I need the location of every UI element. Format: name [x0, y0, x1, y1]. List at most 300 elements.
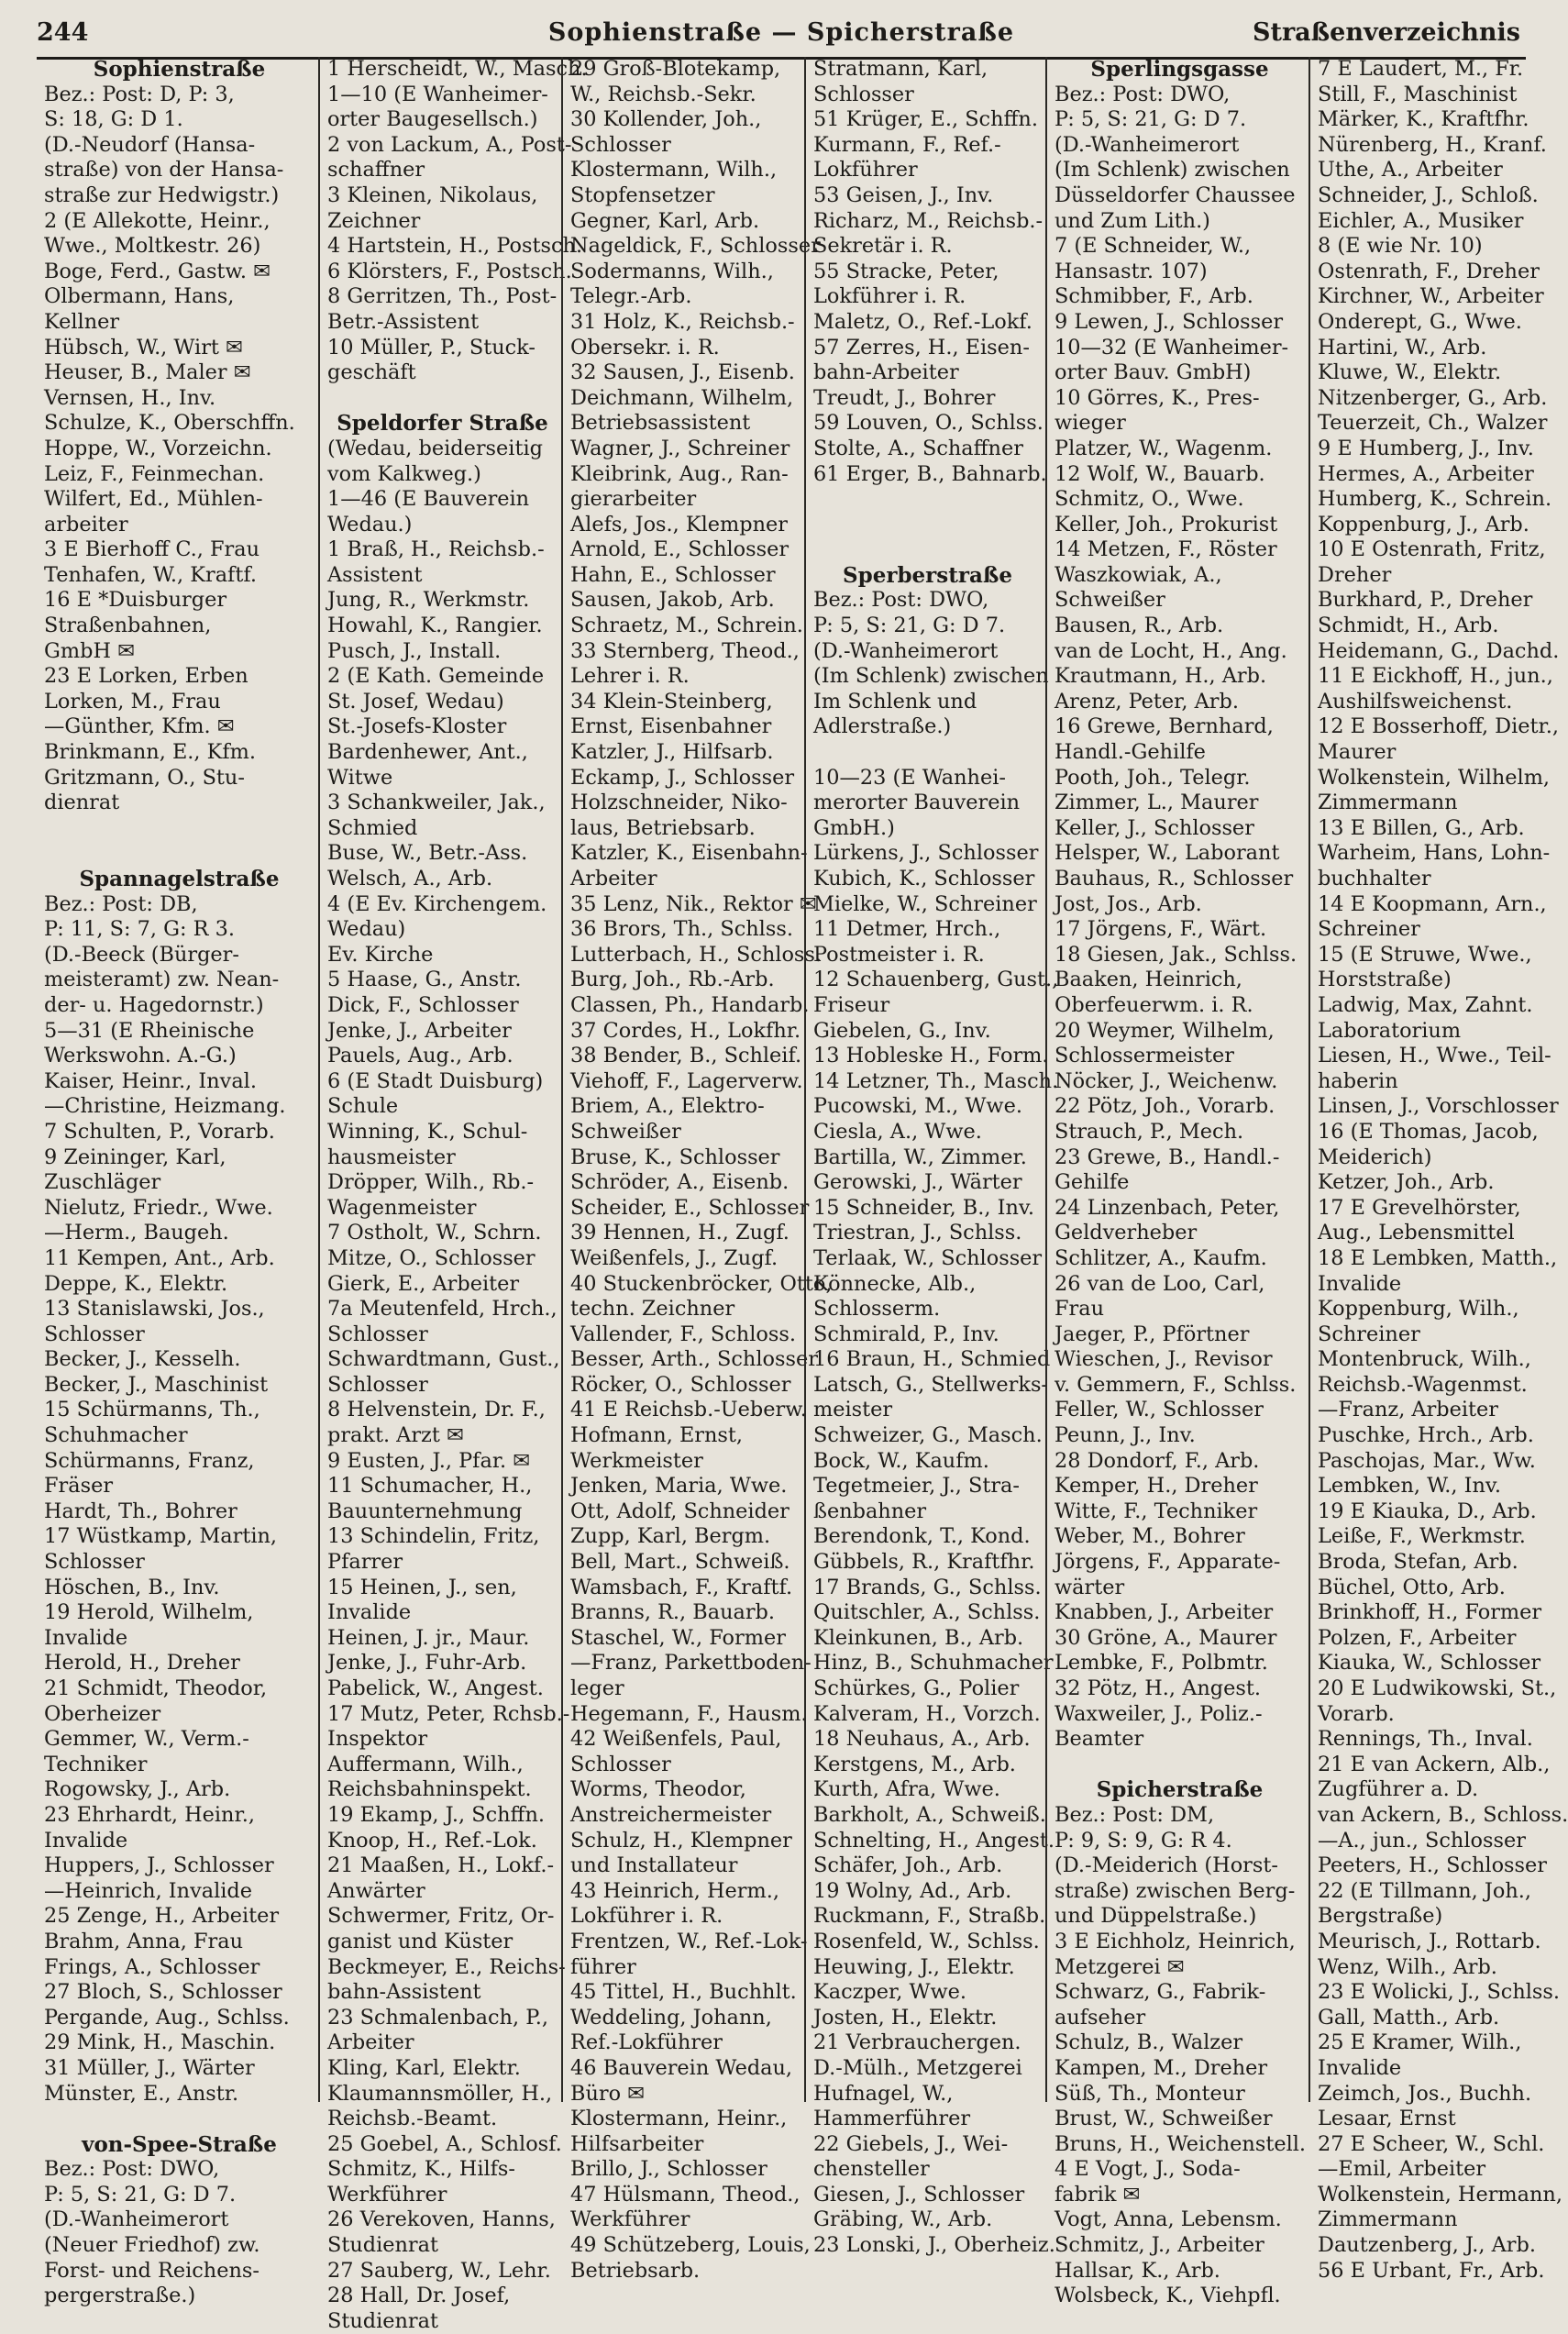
entry-line: Jenke, J., Arbeiter [327, 1018, 512, 1043]
entry-line: 2 (E Allekotte, Heinr., [44, 208, 271, 233]
entry-line: 57 Zerres, H., Eisen- [813, 335, 1030, 360]
entry-line: Meurisch, J., Rottarb. [1318, 1929, 1541, 1953]
entry-line: 13 E Billen, G., Arb. [1318, 815, 1525, 840]
entry-line: 3 E Eichholz, Heinrich, [1055, 1929, 1296, 1953]
entry-line: 22 Giebels, J., Wei- [813, 2131, 1009, 2156]
entry-line: Welsch, A., Arb. [327, 867, 493, 890]
entry-line: Ketzer, Joh., Arb. [1318, 1170, 1495, 1195]
entry-line: Dreher [1318, 562, 1392, 587]
entry-line: Hallsar, K., Arb. [1055, 2258, 1220, 2283]
entry-line: Maurer [1318, 740, 1397, 765]
entry-line: Höschen, B., Inv. [44, 1575, 220, 1599]
entry-line: Aug., Lebensmittel [1318, 1221, 1515, 1245]
entry-line: Ernst, Eisenbahner [570, 714, 772, 739]
page-title: Sophienstraße — Spicherstraße [547, 18, 1015, 47]
entry-line: Nageldick, F., Schlosser [570, 234, 821, 259]
entry-line: Handl.-Gehilfe [1055, 740, 1206, 765]
entry-line: Büchel, Otto, Arb. [1318, 1575, 1506, 1599]
entry-line: Dautzenberg, J., Arb. [1318, 2233, 1536, 2258]
entry-line: Tenhafen, W., Kraftf. [44, 562, 257, 587]
entry-line: 35 Lenz, Nik., Rektor ✉ [570, 891, 817, 916]
entry-line: Lürkens, J., Schlosser [813, 841, 1039, 866]
entry-line: (D.-Neudorf (Hansa- [44, 132, 256, 157]
entry-line: Pfarrer [327, 1550, 403, 1575]
entry-line: Bez.: Post: DM, [1055, 1802, 1215, 1827]
entry-line: Weißenfels, J., Zugf. [570, 1245, 778, 1270]
entry-line: Gegner, Karl, Arb. [570, 208, 760, 233]
entry-line: Bez.: Post: DB, [44, 891, 198, 916]
entry-line: der- u. Hagedornstr.) [44, 992, 264, 1017]
entry-line: 23 Schmalenbach, P., [327, 2005, 548, 2030]
entry-line: Berendonk, T., Kond. [813, 1524, 1031, 1549]
entry-line: Boge, Ferd., Gastw. ✉ [44, 259, 271, 283]
entry-line: 24 Linzenbach, Peter, [1055, 1195, 1280, 1220]
blank-line [327, 386, 558, 412]
entry-line: 23 E Lorken, Erben [44, 664, 248, 689]
entry-line: Pooth, Joh., Telegr. [1055, 765, 1251, 790]
entry-line: 5 Haase, G., Anstr. [327, 968, 522, 992]
entry-line: Krautmann, H., Arb. [1055, 664, 1267, 689]
entry-line: Schlosser [44, 1322, 145, 1346]
entry-line: prakt. Arzt ✉ [327, 1423, 464, 1448]
entry-line: Olbermann, Hans, [44, 284, 235, 309]
entry-line: 10—32 (E Wanheimer- [1055, 335, 1289, 360]
entry-line: dienrat [44, 791, 120, 815]
entry-line: Humberg, K., Schrein. [1318, 487, 1552, 512]
entry-line: 28 Dondorf, F., Arb. [1055, 1448, 1260, 1473]
entry-line: Witwe [327, 765, 393, 790]
entry-line: 15 Schneider, B., Inv. [813, 1195, 1034, 1220]
entry-line: Zupp, Karl, Bergm. [570, 1524, 771, 1549]
entry-line: Münster, E., Anstr. [44, 2081, 239, 2106]
entry-line: Jost, Jos., Arb. [1055, 891, 1202, 916]
entry-line: —Franz, Parkettboden- [570, 1651, 812, 1676]
entry-line: Brinkhoff, H., Former [1318, 1600, 1542, 1625]
entry-line: Wedau) [327, 917, 406, 942]
entry-line: 16 (E Thomas, Jacob, [1318, 1119, 1539, 1144]
entry-line: Lehrer i. R. [570, 664, 690, 689]
entry-line: D.-Mülh., Metzgerei [813, 2055, 1022, 2080]
entry-line: 1—10 (E Wanheimer- [327, 82, 548, 106]
entry-line: Rennings, Th., Inval. [1318, 1727, 1533, 1752]
entry-line: Ladwig, Max, Zahnt. [1318, 992, 1533, 1017]
entry-line: Bez.: Post: DWO, [1055, 82, 1231, 106]
entry-line: 40 Stuckenbröcker, Otto, [570, 1271, 833, 1296]
entry-line: buchhalter [1318, 867, 1431, 890]
entry-line: 23 Lonski, J., Oberheiz. [813, 2233, 1055, 2258]
entry-line: 7 (E Schneider, W., [1055, 234, 1252, 259]
entry-line: hausmeister [327, 1145, 456, 1169]
entry-line: Schlosser [327, 1322, 428, 1346]
entry-line: Metzgerei ✉ [1055, 1954, 1185, 1979]
entry-line: Peunn, J., Inv. [1055, 1423, 1196, 1448]
entry-line: Pauels, Aug., Arb. [327, 1044, 513, 1068]
entry-line: Wolkenstein, Hermann, [1318, 2182, 1562, 2207]
entry-line: Waszkowiak, A., [1055, 562, 1222, 587]
entry-line: Uthe, A., Arbeiter [1318, 158, 1503, 183]
entry-line: Jenke, J., Fuhr-Arb. [327, 1651, 527, 1676]
entry-line: Schweizer, G., Masch. [813, 1423, 1043, 1448]
entry-line: Rogowsky, J., Arb. [44, 1777, 231, 1802]
entry-line: Gehilfe [1055, 1170, 1130, 1195]
entry-line: P: 11, S: 7, G: R 3. [44, 917, 236, 942]
entry-line: 7 Ostholt, W., Schrn. [327, 1221, 542, 1245]
entry-line: chensteller [813, 2157, 930, 2182]
entry-line: Zugführer a. D. [1318, 1777, 1479, 1802]
entry-line: W., Reichsb.-Sekr. [570, 82, 756, 106]
entry-line: Invalide [1318, 1271, 1402, 1296]
entry-line: 26 van de Loo, Carl, [1055, 1271, 1265, 1296]
entry-line: Werkführer [327, 2182, 447, 2207]
entry-line: Leiße, F., Werkmstr. [1318, 1524, 1526, 1549]
entry-line: meister [813, 1398, 893, 1422]
entry-line: Hoppe, W., Vorzeichn. [44, 436, 272, 460]
blank-line [813, 513, 1042, 538]
entry-line: Telegr.-Arb. [570, 284, 692, 309]
entry-line: 22 (E Tillmann, Joh., [1318, 1878, 1531, 1903]
entry-line: 19 Herold, Wilhelm, [44, 1600, 254, 1625]
entry-line: St.-Josefs-Kloster [327, 714, 507, 739]
entry-line: 4 (E Ev. Kirchengem. [327, 891, 547, 916]
blank-line [813, 487, 1042, 513]
entry-line: Gerowski, J., Wärter [813, 1170, 1022, 1195]
entry-line: 38 Bender, B., Schleif. [570, 1044, 802, 1068]
entry-line: schaffner [327, 158, 425, 183]
entry-line: Schmirald, P., Inv. [813, 1322, 999, 1346]
entry-line: 16 E *Duisburger [44, 588, 227, 613]
entry-line: Wwe., Moltkestr. 26) [44, 234, 261, 259]
entry-line: Hegemann, F., Hausm. [570, 1701, 808, 1726]
entry-line: Beamter [1055, 1727, 1144, 1752]
entry-line: Bartilla, W., Zimmer. [813, 1145, 1027, 1169]
entry-line: Schmitz, J., Arbeiter [1055, 2233, 1264, 2258]
entry-line: —Christine, Heizmang. [44, 1094, 286, 1119]
entry-line: 11 E Eickhoff, H., jun., [1318, 664, 1553, 689]
entry-line: führer [570, 1954, 636, 1979]
entry-line: 18 E Lembken, Matth., [1318, 1245, 1558, 1270]
entry-line: Zimmermann [1318, 791, 1458, 815]
entry-line: Burg, Joh., Rb.-Arb. [570, 968, 775, 992]
blank-line [44, 816, 315, 842]
entry-line: 7 E Laudert, M., Fr. [1318, 57, 1524, 81]
entry-line: 17 E Grevelhörster, [1318, 1195, 1521, 1220]
entry-line: 21 Verbrauchergen. [813, 2030, 1021, 2055]
entry-line: 20 Weymer, Wilhelm, [1055, 1018, 1275, 1043]
entry-line: Becker, J., Maschinist [44, 1372, 269, 1397]
entry-line: Besser, Arth., Schlosser [570, 1347, 818, 1372]
entry-line: straße zur Hedwigstr.) [44, 183, 280, 207]
entry-line: Schmidt, H., Arb. [1318, 614, 1499, 638]
entry-line: Zimmer, L., Maurer [1055, 791, 1259, 815]
entry-line: Richarz, M., Reichsb.- [813, 208, 1043, 233]
entry-line: (Im Schlenk) zwischen [1055, 158, 1290, 183]
entry-line: 3 E Bierhoff C., Frau [44, 537, 260, 562]
entry-line: Straßenbahnen, [44, 614, 212, 638]
entry-line: Kleinkunen, B., Arb. [813, 1625, 1024, 1650]
entry-line: Buse, W., Betr.-Ass. [327, 841, 528, 866]
entry-line: Lembke, F., Polbmtr. [1055, 1651, 1268, 1676]
entry-line: 7 Schulten, P., Vorarb. [44, 1119, 275, 1144]
entry-line: (Im Schlenk) zwischen [813, 664, 1049, 689]
blank-line [1055, 1753, 1305, 1778]
entry-line: 23 Ehrhardt, Heinr., [44, 1802, 255, 1827]
entry-line: —Herm., Baugeh. [44, 1221, 229, 1245]
entry-line: Brahm, Anna, Frau [44, 1929, 243, 1953]
entry-line: Bruns, H., Weichenstell. [1055, 2131, 1307, 2156]
entry-line: Schlosser [570, 1752, 671, 1776]
entry-line: 47 Hülsmann, Theod., [570, 2182, 801, 2207]
entry-line: Bergstraße) [1318, 1904, 1443, 1929]
entry-line: Leiz, F., Feinmechan. [44, 461, 265, 486]
entry-line: Oberfeuerwm. i. R. [1055, 992, 1253, 1017]
entry-line: Dick, F., Schlosser [327, 992, 519, 1017]
entry-line: 11 Detmer, Hrch., [813, 917, 1001, 942]
entry-line: 15 Heinen, J., sen, [327, 1575, 517, 1599]
entry-line: Adlerstraße.) [813, 714, 952, 739]
entry-line: Baaken, Heinrich, [1055, 968, 1242, 992]
entry-line: 25 E Kramer, Wilh., [1318, 2030, 1522, 2055]
entry-line: Giebelen, G., Inv. [813, 1018, 991, 1043]
entry-line: (D.-Wanheimerort [1055, 132, 1240, 157]
entry-line: Düsseldorfer Chaussee [1055, 183, 1296, 207]
entry-line: Werkmeister [570, 1448, 703, 1473]
entry-line: Jung, R., Werkmstr. [327, 588, 530, 613]
entry-line: Hilfsarbeiter [570, 2131, 704, 2156]
entry-line: Bez.: Post: DWO, [813, 588, 989, 613]
entry-line: Im Schlenk und [813, 689, 977, 713]
entry-line: 30 Kollender, Joh., [570, 107, 762, 132]
street-heading: Speldorfer Straße [337, 411, 548, 437]
entry-line: Schlossermeister [1055, 1044, 1234, 1068]
entry-line: Wenz, Wilh., Arb. [1318, 1954, 1497, 1979]
entry-line: Hansastr. 107) [1055, 259, 1208, 283]
entry-line: Lokführer [813, 158, 918, 183]
entry-line: 6 (E Stadt Duisburg) [327, 1068, 544, 1093]
entry-line: Lokführer i. R. [570, 1904, 723, 1929]
entry-line: Weber, M., Bohrer [1055, 1524, 1245, 1549]
entry-line: orter Bauv. GmbH) [1055, 360, 1252, 385]
entry-line: 14 Letzner, Th., Masch. [813, 1068, 1059, 1093]
entry-line: und Zum Lith.) [1055, 208, 1210, 233]
entry-line: meisteramt) zw. Nean- [44, 968, 280, 992]
entry-line: Brust, W., Schweißer [1055, 2107, 1273, 2131]
entry-line: Vogt, Anna, Lebensm. [1055, 2207, 1282, 2232]
entry-line: Schweißer [1055, 588, 1165, 613]
entry-line: Arenz, Peter, Arb. [1055, 689, 1239, 713]
entry-line: 3 Schankweiler, Jak., [327, 791, 546, 815]
entry-line: Gritzmann, O., Stu- [44, 765, 245, 790]
entry-line: Hinz, B., Schuhmacher [813, 1651, 1054, 1676]
entry-line: 3 Kleinen, Nikolaus, [327, 183, 538, 207]
entry-line: 7a Meutenfeld, Hrch., [327, 1297, 558, 1322]
entry-line: Kurth, Afra, Wwe. [813, 1777, 1000, 1802]
entry-line: Schmitz, K., Hilfs- [327, 2157, 515, 2182]
entry-line: Anstreichermeister [570, 1802, 772, 1827]
entry-line: 43 Heinrich, Herm., [570, 1878, 779, 1903]
entry-line: Könnecke, Alb., [813, 1271, 977, 1296]
entry-line: 30 Gröne, A., Maurer [1055, 1625, 1277, 1650]
entry-line: Jörgens, F., Apparate- [1055, 1550, 1281, 1575]
entry-line: 17 Wüstkamp, Martin, [44, 1524, 278, 1549]
entry-line: (Neuer Friedhof) zw. [44, 2233, 260, 2258]
entry-line: ganist und Küster [327, 1929, 513, 1953]
entry-line: Heinen, J. jr., Maur. [327, 1625, 530, 1650]
entry-line: —Heinrich, Invalide [44, 1878, 252, 1903]
entry-line: Oberheizer [44, 1701, 161, 1726]
entry-line: Werkswohn. A.-G.) [44, 1044, 237, 1068]
entry-line: Invalide [327, 1600, 412, 1625]
entry-line: 41 E Reichsb.-Ueberw. [570, 1398, 807, 1422]
entry-line: Kleibrink, Aug., Ran- [570, 461, 789, 486]
entry-line: 28 Hall, Dr. Josef, [327, 2284, 511, 2308]
entry-line: Staschel, W., Former [570, 1625, 786, 1650]
entry-line: 17 Mutz, Peter, Rchsb.- [327, 1701, 570, 1726]
entry-line: (D.-Wanheimerort [813, 638, 999, 663]
entry-line: Strauch, P., Mech. [1055, 1119, 1244, 1144]
entry-line: Zuschläger [44, 1170, 161, 1195]
entry-line: Kluwe, W., Elektr. [1318, 360, 1502, 385]
entry-line: Schlosser [327, 1372, 428, 1397]
entry-line: Wieschen, J., Revisor [1055, 1347, 1273, 1372]
entry-line: Gräbing, W., Arb. [813, 2207, 993, 2232]
entry-line: Schmitz, O., Wwe. [1055, 487, 1244, 512]
entry-line: Wagner, J., Schreiner [570, 436, 790, 460]
section-title: Straßenverzeichnis [1252, 18, 1520, 47]
entry-line: Schuhmacher [44, 1423, 188, 1448]
entry-line: Friseur [813, 992, 890, 1017]
entry-line: 22 Pötz, Joh., Vorarb. [1055, 1094, 1275, 1119]
entry-line: Bausen, R., Arb. [1055, 614, 1224, 638]
entry-line: Latsch, G., Stellwerks- [813, 1372, 1048, 1397]
entry-line: Bez.: Post: DWO, [44, 2157, 220, 2182]
entry-line: Nielutz, Friedr., Wwe. [44, 1195, 273, 1220]
entry-line: Kalveram, H., Vorzch. [813, 1701, 1041, 1726]
entry-line: Zeichner [327, 208, 421, 233]
entry-line: 25 Goebel, A., Schlosf. [327, 2131, 562, 2156]
entry-line: Hartini, W., Arb. [1318, 335, 1487, 360]
entry-line: Märker, K., Kraftfhr. [1318, 107, 1529, 132]
entry-line: Keller, Joh., Prokurist [1055, 512, 1278, 536]
entry-line: merorter Bauverein [813, 791, 1021, 815]
entry-line: Mielke, W., Schreiner [813, 891, 1037, 916]
entry-line: 59 Louven, O., Schlss. [813, 411, 1043, 436]
entry-line: (D.-Meiderich (Horst- [1055, 1853, 1278, 1878]
entry-line: Gierk, E., Arbeiter [327, 1271, 520, 1296]
entry-line: 29 Groß-Blotekamp, [570, 57, 781, 81]
entry-line: (D.-Wanheimerort [44, 2207, 229, 2232]
entry-line: Helsper, W., Laborant [1055, 841, 1280, 866]
entry-line: 14 E Koopmann, Arn., [1318, 891, 1547, 916]
entry-line: —Günther, Kfm. ✉ [44, 714, 235, 739]
entry-line: Schulz, B., Walzer [1055, 2030, 1243, 2055]
entry-line: Frau [1055, 1297, 1105, 1322]
entry-line: Pusch, J., Install. [327, 638, 502, 663]
entry-line: Quitschler, A., Schlss. [813, 1600, 1041, 1625]
entry-line: Bez.: Post: D, P: 3, [44, 82, 235, 106]
street-heading: von-Spee-Straße [82, 2131, 277, 2157]
entry-line: (D.-Beeck (Bürger- [44, 942, 239, 967]
entry-line: Maletz, O., Ref.-Lokf. [813, 309, 1032, 334]
entry-line: 34 Klein-Steinberg, [570, 689, 773, 713]
entry-line: Hofmann, Ernst, [570, 1423, 744, 1448]
street-heading: Spannagelstraße [79, 867, 280, 891]
entry-line: Klostermann, Wilh., [570, 158, 778, 183]
entry-line: bahn-Assistent [327, 1980, 481, 2005]
entry-line: P: 5, S: 21, G: D 7. [1055, 107, 1247, 132]
entry-line: Nitzenberger, G., Arb. [1318, 385, 1548, 410]
entry-line: Werkführer [570, 2207, 690, 2232]
entry-line: Invalide [1318, 2055, 1402, 2080]
entry-line: 10 Görres, K., Pres- [1055, 385, 1260, 410]
entry-line: 14 Metzen, F., Röster [1055, 537, 1277, 562]
blank-line [44, 841, 315, 867]
entry-line: 18 Neuhaus, A., Arb. [813, 1727, 1031, 1752]
entry-line: vom Kalkweg.) [327, 461, 481, 486]
entry-line: ßenbahner [813, 1499, 927, 1523]
entry-line: Stolte, A., Schaffner [813, 436, 1023, 460]
entry-line: Gübbels, R., Kraftfhr. [813, 1550, 1035, 1575]
entry-line: Reichsb.-Beamt. [327, 2107, 498, 2131]
entry-line: Sekretär i. R. [813, 234, 953, 259]
entry-line: 10 E Ostenrath, Fritz, [1318, 537, 1546, 562]
entry-line: Becker, J., Kesselh. [44, 1347, 241, 1372]
entry-line: Barkholt, A., Schweiß. [813, 1802, 1046, 1827]
entry-line: 10—23 (E Wanhei- [813, 765, 1006, 790]
entry-line: Büro ✉ [570, 2081, 645, 2106]
entry-line: Worms, Theodor, [570, 1777, 746, 1802]
entry-line: Ruckmann, F., Straßb. [813, 1904, 1046, 1929]
entry-line: Schlitzer, A., Kaufm. [1055, 1245, 1267, 1270]
entry-line: Branns, R., Bauarb. [570, 1600, 776, 1625]
entry-line: Rosenfeld, W., Schlss. [813, 1929, 1040, 1953]
entry-line: gierarbeiter [570, 487, 697, 512]
entry-line: geschäft [327, 360, 416, 385]
entry-line: Wolkenstein, Wilhelm, [1318, 765, 1551, 790]
entry-line: Ciesla, A., Wwe. [813, 1119, 982, 1144]
entry-line: Fräser [44, 1474, 114, 1499]
entry-line: Lorken, M., Frau [44, 689, 221, 713]
entry-line: Wilfert, Ed., Mühlen- [44, 487, 263, 512]
entry-line: 9 Lewen, J., Schlosser [1055, 309, 1284, 334]
entry-line: Stopfensetzer [570, 183, 715, 207]
entry-line: Wedau.) [327, 512, 413, 536]
entry-line: Lembken, W., Inv. [1318, 1474, 1501, 1499]
entry-line: fabrik ✉ [1055, 2182, 1141, 2207]
entry-line: Wamsbach, F., Kraftf. [570, 1575, 793, 1599]
entry-line: Bauhaus, R., Schlosser [1055, 867, 1294, 890]
entry-line: laus, Betriebsarb. [570, 815, 756, 840]
entry-line: Briem, A., Elektro- [570, 1094, 765, 1119]
entry-line: Treudt, J., Bohrer [813, 385, 996, 410]
entry-line: Bardenhewer, Ant., [327, 740, 528, 765]
entry-line: Zimmermann [1318, 2207, 1458, 2232]
entry-line: Süß, Th., Monteur [1055, 2081, 1245, 2106]
entry-line: bahn-Arbeiter [813, 360, 959, 385]
page-header [37, 17, 1526, 60]
entry-line: Kurmann, F., Ref.- [813, 132, 1001, 157]
entry-line: 31 Holz, K., Reichsb.- [570, 309, 795, 334]
entry-line: 6 Klörsters, F., Postsch. [327, 259, 572, 283]
entry-line: 15 Schürmanns, Th., [44, 1398, 260, 1422]
entry-line: Lesaar, Ernst [1318, 2107, 1456, 2131]
entry-line: Holzschneider, Niko- [570, 791, 788, 815]
entry-line: Wolsbeck, K., Viehpfl. [1055, 2284, 1281, 2308]
street-heading: Sperberstraße [843, 562, 1012, 588]
entry-line: Jenken, Maria, Wwe. [570, 1474, 788, 1499]
entry-line: Alefs, Jos., Klempner [570, 512, 788, 536]
entry-line: 11 Kempen, Ant., Arb. [44, 1245, 275, 1270]
entry-line: P: 9, S: 9, G: R 4. [1055, 1828, 1232, 1853]
